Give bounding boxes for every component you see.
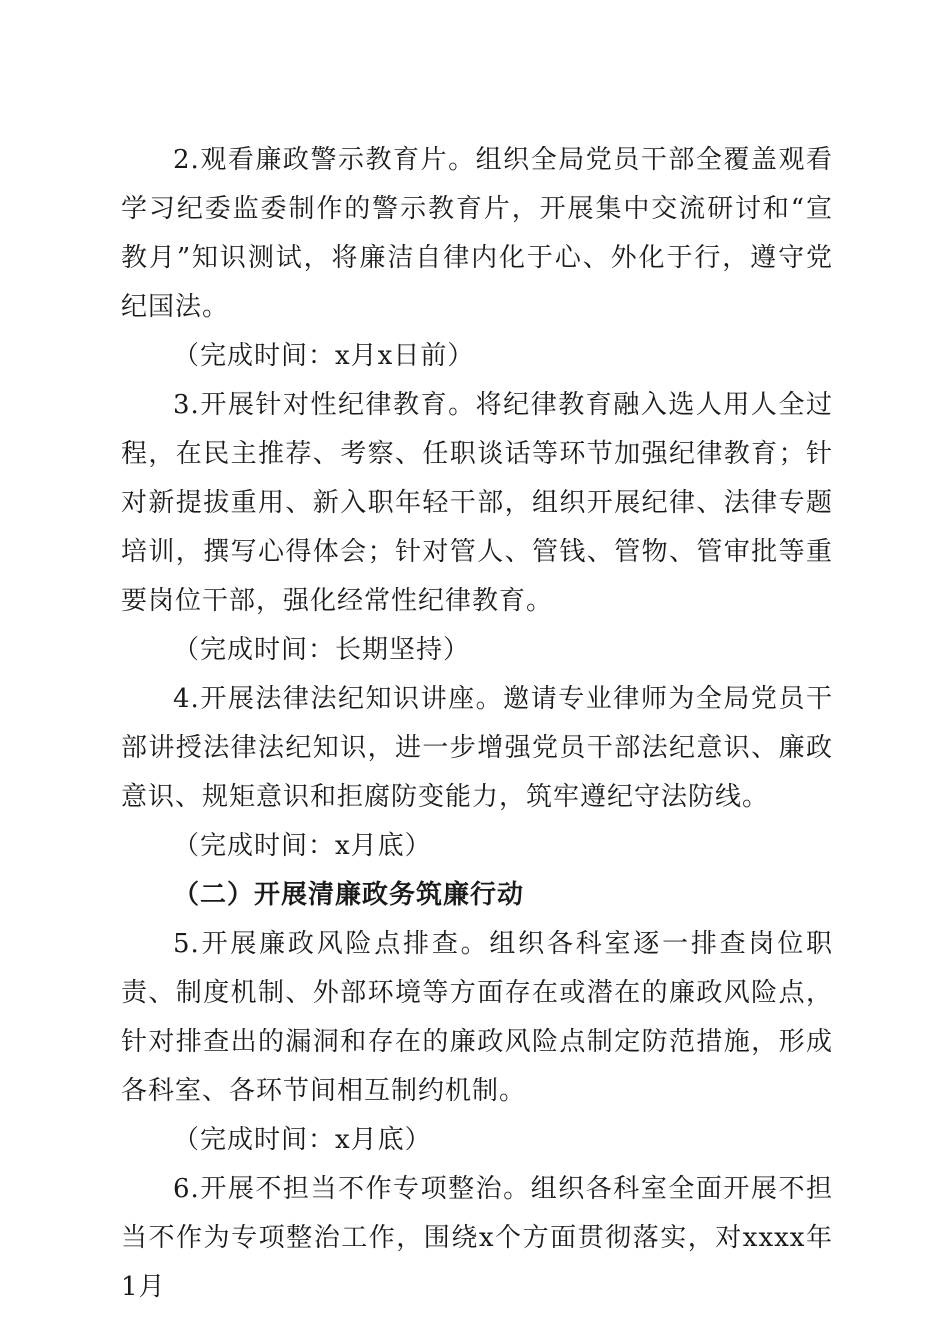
paragraph-item-5: 5.开展廉政风险点排查。组织各科室逐一排查岗位职责、制度机制、外部环境等方面存在或潜在的廉政风险点，针对排查出的漏洞和存在的廉政风险点制定防范措施，形成各科室、各环节间相互制约机制。 bbox=[121, 929, 833, 1106]
completion-time-item-4: （完成时间：x月底） bbox=[173, 831, 432, 861]
completion-time-item-2: （完成时间：x月x日前） bbox=[173, 341, 475, 371]
completion-time-item-5: （完成时间：x月底） bbox=[173, 1125, 432, 1155]
paragraph-item-6: 6.开展不担当不作专项整治。组织各科室全面开展不担当不作为专项整治工作，围绕x个方面贯彻落实，对xxxx年1月 bbox=[121, 1174, 833, 1302]
paragraph-item-4: 4.开展法律法纪知识讲座。邀请专业律师为全局党员干部讲授法律法纪知识，进一步增强党员干部法纪意识、廉政意识、规矩意识和拒腐防变能力，筑牢遵纪守法防线。 bbox=[121, 684, 833, 812]
completion-time-item-3: （完成时间：长期坚持） bbox=[173, 635, 471, 665]
paragraph-item-3: 3.开展针对性纪律教育。将纪律教育融入选人用人全过程，在民主推荐、考察、任职谈话等环节加强纪律教育；针对新提拔重用、新入职年轻干部，组织开展纪律、法律专题培训，撰写心得体会；针对管人、管钱、管物、管审批等重要岗位干部，强化经常性纪律教育。 bbox=[121, 390, 833, 616]
section-heading-2: （二）开展清廉政务筑廉行动 bbox=[173, 880, 525, 910]
paragraph-item-2: 2.观看廉政警示教育片。组织全局党员干部全覆盖观看学习纪委监委制作的警示教育片，开展集中交流研讨和“宣教月”知识测试，将廉洁自律内化于心、外化于行，遵守党纪国法。 bbox=[121, 145, 833, 322]
document-body bbox=[121, 136, 833, 1312]
